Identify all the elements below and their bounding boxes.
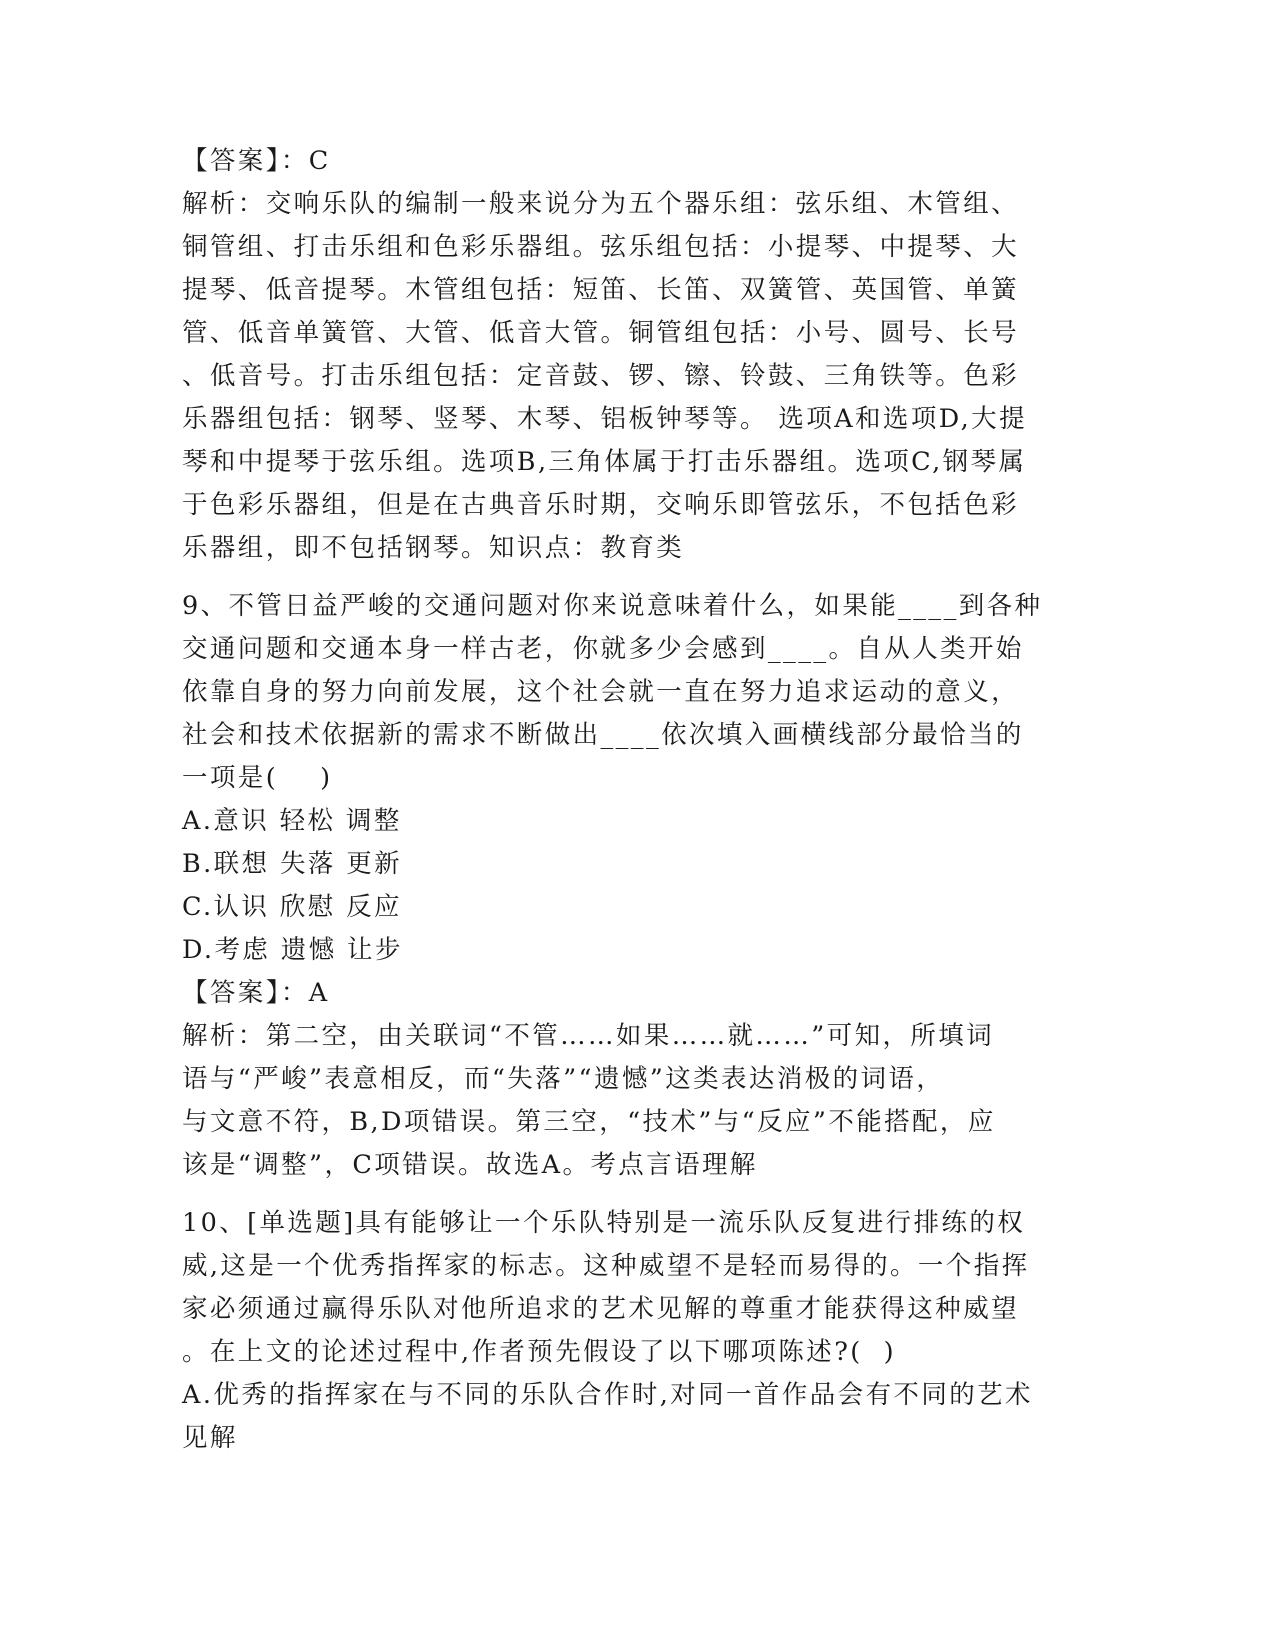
question-stem-line: 一项是( ): [182, 763, 333, 793]
analysis-line: 琴和中提琴于弦乐组。选项B,三角体属于打击乐器组。选项C,钢琴属: [182, 447, 1027, 477]
q9-block: [182, 585, 1082, 1187]
answer-line: 【答案】：C: [182, 146, 331, 176]
spacer: [182, 1187, 1082, 1202]
analysis-line: 提琴、低音提琴。木管组包括：短笛、长笛、双簧管、英国管、单簧: [182, 275, 1020, 305]
question-stem-line: 家必须通过赢得乐队对他所追求的艺术见解的尊重才能获得这种威望: [182, 1294, 1020, 1324]
analysis-line: 语与“严峻”表意相反，而“失落”“遗憾”这类表达消极的词语，: [182, 1064, 945, 1094]
spacer: [182, 570, 1082, 585]
analysis-line: 解析：交响乐队的编制一般来说分为五个器乐组：弦乐组、木管组、: [182, 189, 1020, 219]
analysis-line: 管、低音单簧管、大管、低音大管。铜管组包括：小号、圆号、长号: [182, 318, 1020, 348]
option-c: C.认识 欣慰 反应: [182, 892, 402, 922]
option-b: B.联想 失落 更新: [182, 849, 403, 879]
question-stem-line: 交通问题和交通本身一样古老，你就多少会感到____。自从人类开始: [182, 634, 1024, 664]
document-page: [182, 140, 1082, 1460]
question-stem-line: 9、不管日益严峻的交通问题对你来说意味着什么，如果能____到各种: [182, 591, 1043, 621]
question-stem-line: 10、[单选题]具有能够让一个乐队特别是一流乐队反复进行排练的权: [182, 1208, 1026, 1238]
analysis-line: 乐器组，即不包括钢琴。知识点：教育类: [182, 533, 685, 563]
analysis-line: 该是“调整”，C项错误。故选A。考点言语理解: [182, 1150, 758, 1180]
q10-block: [182, 1202, 1082, 1460]
option-a: A.意识 轻松 调整: [182, 806, 402, 836]
option-d: D.考虑 遗憾 让步: [182, 935, 403, 965]
analysis-line: 与文意不符，B,D项错误。第三空，“技术”与“反应”不能搭配，应: [182, 1107, 996, 1137]
option-a: A.优秀的指挥家在与不同的乐队合作时,对同一首作品会有不同的艺术: [182, 1380, 1033, 1410]
question-stem-line: 。在上文的论述过程中,作者预先假设了以下哪项陈述?( ): [182, 1337, 896, 1367]
analysis-line: 于色彩乐器组，但是在古典音乐时期，交响乐即管弦乐，不包括色彩: [182, 490, 1020, 520]
q8-answer-block: [182, 140, 1082, 570]
analysis-line: 乐器组包括：钢琴、竖琴、木琴、铝板钟琴等。 选项A和选项D,大提: [182, 404, 1027, 434]
analysis-line: 铜管组、打击乐组和色彩乐器组。弦乐组包括：小提琴、中提琴、大: [182, 232, 1020, 262]
question-stem-line: 社会和技术依据新的需求不断做出____依次填入画横线部分最恰当的: [182, 720, 1024, 750]
answer-line: 【答案】：A: [182, 978, 330, 1008]
question-stem-line: 威,这是一个优秀指挥家的标志。这种威望不是轻而易得的。一个指挥: [182, 1251, 1030, 1281]
question-stem-line: 依靠自身的努力向前发展，这个社会就一直在努力追求运动的意义，: [182, 677, 1020, 707]
analysis-line: 解析：第二空，由关联词“不管……如果……就……”可知，所填词: [182, 1021, 995, 1051]
option-a-continued: 见解: [182, 1423, 238, 1453]
analysis-line: 、低音号。打击乐组包括：定音鼓、锣、镲、铃鼓、三角铁等。色彩: [182, 361, 1020, 391]
